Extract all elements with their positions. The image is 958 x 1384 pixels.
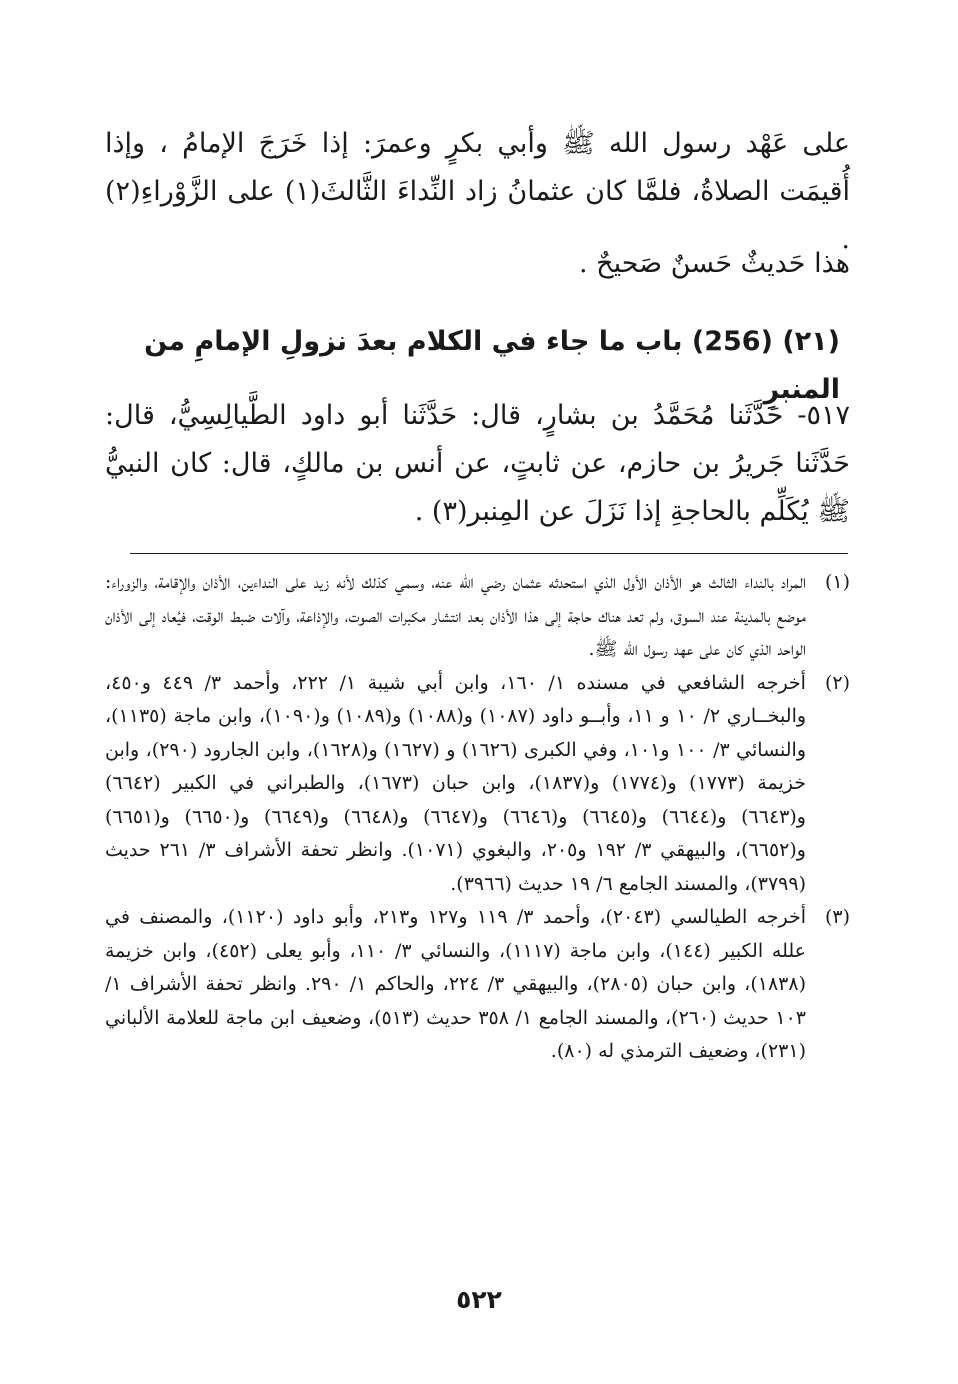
- hadith-517: ٥١٧- حَدَّثَنا مُحَمَّدُ بن بشارٍ، قال: حَدَّثَنا أبو داود الطَّيالِسِيُّ، قال: حَدَّثَنا جَريرُ بن حازم، عن ثابتٍ، عن أنس بن مالكٍ، قال: كان النبيُّ ﷺ يُكَلِّم بالحاجةِ إذا نَزَلَ عن المِنبر(٣) .: [105, 400, 850, 527]
- page-number: ٥٢٢: [456, 1285, 502, 1314]
- footnote-text: أخرجه الشافعي في مسنده ١/ ١٦٠، وابن أبي شيبة ١/ ٢٢٢، وأحمد ٣/ ٤٤٩ و٤٥٠، والبخــاري ٢/ ١٠ و ١١، وأبــو داود (١٠٨٧) و(١٠٨٨) و(١٠٨٩) و(١٠٩٠)، وابن ماجة (١١٣٥)، والنسائي ٣/ ١٠٠ و١٠١، وفي الكبرى (١٦٢٦) و (١٦٢٧) و(١٦٢٨)، وابن الجارود (٢٩٠)، وابن خزيمة (١٧٧٣) و(١٧٧٤) و(١٨٣٧)، وابن حبان (١٦٧٣)، والطبراني في الكبير (٦٦٤٢) و(٦٦٤٣) و(٦٦٤٤) و(٦٦٤٥) و(٦٦٤٦) و(٦٦٤٧) و(٦٦٤٨) و(٦٦٤٩) و(٦٦٥٠) و(٦٦٥١) و(٦٦٥٢)، والبيهقي ٣/ ١٩٢ و٢٠٥، والبغوي (١٠٧١). وانظر تحفة الأشراف ٣/ ٢٦١ حديث (٣٧٩٩)، والمسند الجامع ٦/ ١٩ حديث (٣٩٦٦).: [105, 671, 807, 895]
- grading-statement: هذا حَديثٌ حَسنٌ صَحيحٌ .: [579, 248, 850, 279]
- chapter-heading: (٢١) (256) باب ما جاء في الكلام بعدَ نزولِ الإمامِ من المنبرِ: [144, 326, 840, 405]
- footnote-1: [105, 566, 850, 667]
- footnote-number: (١): [824, 571, 850, 593]
- footnotes: [105, 566, 850, 1069]
- footnote-number: (٢): [824, 671, 850, 694]
- footnote-3: [105, 901, 850, 1069]
- footnote-number: (٣): [824, 906, 850, 928]
- footnote-text: أخرجه الطيالسي (٢٠٤٣)، وأحمد ٣/ ١١٩ و١٢٧ و٢١٣، وأبو داود (١١٢٠)، والمصنف في علله الكبير (١٤٤)، وابن ماجة (١١١٧)، والنسائي ٣/ ١١٠، وأبو يعلى (٤٥٢)، وابن خزيمة (١٨٣٨)، وابن حبان (٢٨٠٥)، والبيهقي ٣/ ٢٢٤، والحاكم ١/ ٢٩٠. وانظر تحفة الأشراف ١/ ١٠٣ حديث (٢٦٠)، والمسند الجامع ١/ ٣٥٨ حديث (٥١٣)، وضعيف ابن ماجة للعلامة الألباني (٢٣١)، وضعيف الترمذي له (٨٠).: [105, 906, 807, 1062]
- footnote-separator: [130, 553, 848, 554]
- footnote-2: [105, 667, 850, 902]
- body-paragraph-1: على عَهْد رسول الله ﷺ وأبي بكرٍ وعمرَ: إذا خَرَجَ الإمامُ ، وإذا أُقيمَت الصلاةُ، فلمَّا كان عثمانُ زاد النِّداءَ الثَّالثَ(١) على الزَّوْراءِ(٢) .: [105, 128, 851, 255]
- footnote-text: المراد بالنداء الثالث هو الأذان الأول الذي استحدثه عثمان رضي الله عنه، وسمي كذلك لأنه زيد على النداءين، الأذان والإقامة، والزوراء: موضع بالمدينة عند السوق، ولم تعد هناك حاجة إلى هذا الأذان بعد انتشار مكبرات الصوت، والإذاعة، وآلات ضبط الوقت، فيُعاد إلى الأذان الواحد الذي كان على عهد رسول الله ﷺ.: [105, 571, 806, 660]
